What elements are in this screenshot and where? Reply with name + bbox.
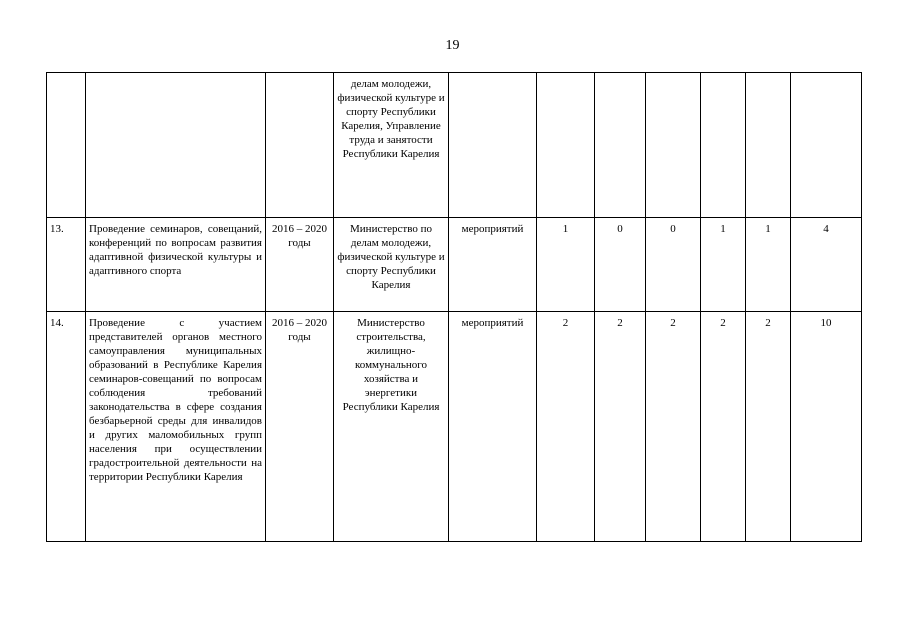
cell-value: 1: [701, 218, 746, 312]
cell-description: Проведение с участием представителей органов местного самоуправления муниципальных образований в Республике Карелия семинаров-совещаний по вопросам соблюдения требований законодательства в сфере создания безбарьерной среды для инвалидов и других маломобильных групп населения при осуществлении градостроительной деятельности на территории Республики Карелия: [86, 312, 266, 542]
cell-value: [537, 73, 595, 218]
cell-description: [86, 73, 266, 218]
cell-value: 0: [595, 218, 646, 312]
cell-value: 2: [746, 312, 791, 542]
cell-total: [791, 73, 862, 218]
cell-total: 4: [791, 218, 862, 312]
cell-value: 2: [701, 312, 746, 542]
cell-value: 0: [646, 218, 701, 312]
table-row: [47, 312, 862, 542]
page-number: 19: [445, 38, 460, 53]
cell-value: 2: [646, 312, 701, 542]
cell-period: 2016 – 2020 годы: [266, 218, 334, 312]
cell-description: Проведение семинаров, совещаний, конференций по вопросам развития адаптивной физической культуры и адаптивного спорта: [86, 218, 266, 312]
cell-total: 10: [791, 312, 862, 542]
cell-unit: мероприятий: [449, 312, 537, 542]
cell-executor: Министерство по делам молодежи, физической культуре и спорту Республики Карелия: [334, 218, 449, 312]
table-row-continuation: [47, 73, 862, 218]
cell-value: 2: [537, 312, 595, 542]
cell-executor: делам молодежи, физической культуре и спорту Республики Карелия, Управление труда и занятости Республики Карелия: [334, 73, 449, 218]
cell-value: [595, 73, 646, 218]
cell-value: [701, 73, 746, 218]
cell-period: [266, 73, 334, 218]
measures-table: [46, 72, 862, 542]
cell-value: 1: [746, 218, 791, 312]
cell-value: 2: [595, 312, 646, 542]
cell-value: [646, 73, 701, 218]
cell-unit: мероприятий: [449, 218, 537, 312]
cell-number: 14.: [47, 312, 86, 542]
cell-period: 2016 – 2020 годы: [266, 312, 334, 542]
cell-value: [746, 73, 791, 218]
table-row: [47, 218, 862, 312]
cell-value: 1: [537, 218, 595, 312]
cell-executor: Министерство строительства, жилищно-коммунального хозяйства и энергетики Республики Карелия: [334, 312, 449, 542]
cell-unit: [449, 73, 537, 218]
cell-number: [47, 73, 86, 218]
cell-number: 13.: [47, 218, 86, 312]
